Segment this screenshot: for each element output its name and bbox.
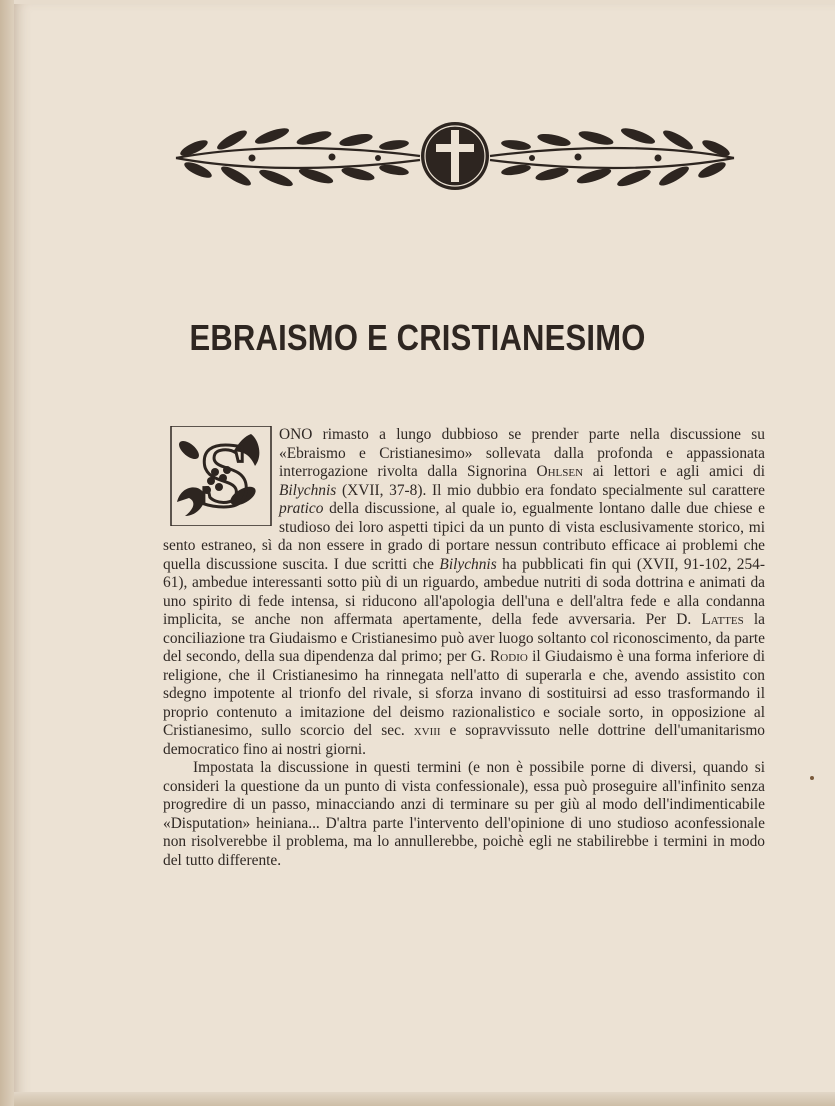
paragraph-2: Impostata la discussione in questi termini (e non è possibile porne di diversi, quando si consideri la questione da un punto di vista confessionale), essa può proseguire all'infinito senza progredire di un passo, minacciando anzi di terminare su per giù al modo dell'indimenticabile «Disputation» heiniana... D'altra parte l'intervento dell'opinione di uno studioso aconfessionale non risolverebbe il problema, ma lo annullerebbe, poichè egli ne stabilirebbe i termini in modo del tutto differente. <box>163 759 765 869</box>
page-bottom-edge <box>14 1092 835 1106</box>
text-run: ai lettori e agli amici di <box>583 463 765 480</box>
author-name-ohlsen: Ohlsen <box>536 463 584 480</box>
text-run: ha pubblicati fin qui (XVII, 91-102, 254-61), ambedue interessanti sotto più di un riguardo, ambedue nutriti di soda dottrina e animati da uno spirito di fede intensa, si riducono all'apologia dell'una e dell'altra fede e alla condanna implicita, se anche non affermata apertamente, della fede avversaria. Per D. <box>163 555 766 628</box>
article-body <box>163 426 765 870</box>
text-run: la conciliazione tra Giudaismo e Cristianesimo può aver luogo soltanto col riconoscimento, da parte del secondo, della sua dipendenza dal primo; per G. <box>163 611 765 665</box>
paper-speck <box>810 776 814 780</box>
text-run: della discussione, al quale io, egualmente lontano dalle due chiese e studioso dei loro aspetti tipici da un punto di vista esclusivamente storico, mi sento estraneo, sì da non essere in grado di portare nessun contributo efficace ai problemi che quella discussione suscita. I due scritti che <box>163 500 765 573</box>
floral-initial-icon <box>163 426 273 526</box>
author-name-lattes: Lattes <box>701 611 744 628</box>
text-run: rimasto a lungo dubbioso se prender parte nella discussione su «Ebraismo e Cristianesimo» sollevata dalla profonda e appassionata interrogazione rivolta dalla Signorina <box>279 426 765 480</box>
text-run: il Giudaismo è una forma inferiore di religione, che il Cristianesimo ha rinnegata nell'atto di superarla e che, avendo assistito con sdegno impotente al trionfo del rivale, si sforza invano di sostituirsi ad esso trasformando il proprio contenuto a imitazione del deismo razionalistico e sociale sorto, in opposizione al Cristianesimo, sullo scorcio del sec. <box>163 648 765 739</box>
text-run: (XVII, 37-8). Il mio dubbio era fondato specialmente sul carattere <box>336 481 765 499</box>
century-numeral: xviii <box>413 722 441 739</box>
journal-name: Bilychnis <box>439 555 497 573</box>
emphasis-word: pratico <box>279 500 324 517</box>
journal-name: Bilychnis <box>279 481 337 499</box>
author-name-rodio: Rodio <box>490 648 528 665</box>
page-left-edge <box>0 0 14 1106</box>
paragraph-1 <box>163 426 765 759</box>
page-title: EBRAISMO E CRISTIANESIMO <box>189 316 646 359</box>
cross-wreath-icon <box>172 118 738 194</box>
drop-cap-letter: S <box>199 426 251 526</box>
lead-word: ONO <box>279 426 313 443</box>
text-run: e sopravvissuto nelle dottrine dell'umanitarismo democratico fino ai nostri giorni. <box>163 722 766 758</box>
